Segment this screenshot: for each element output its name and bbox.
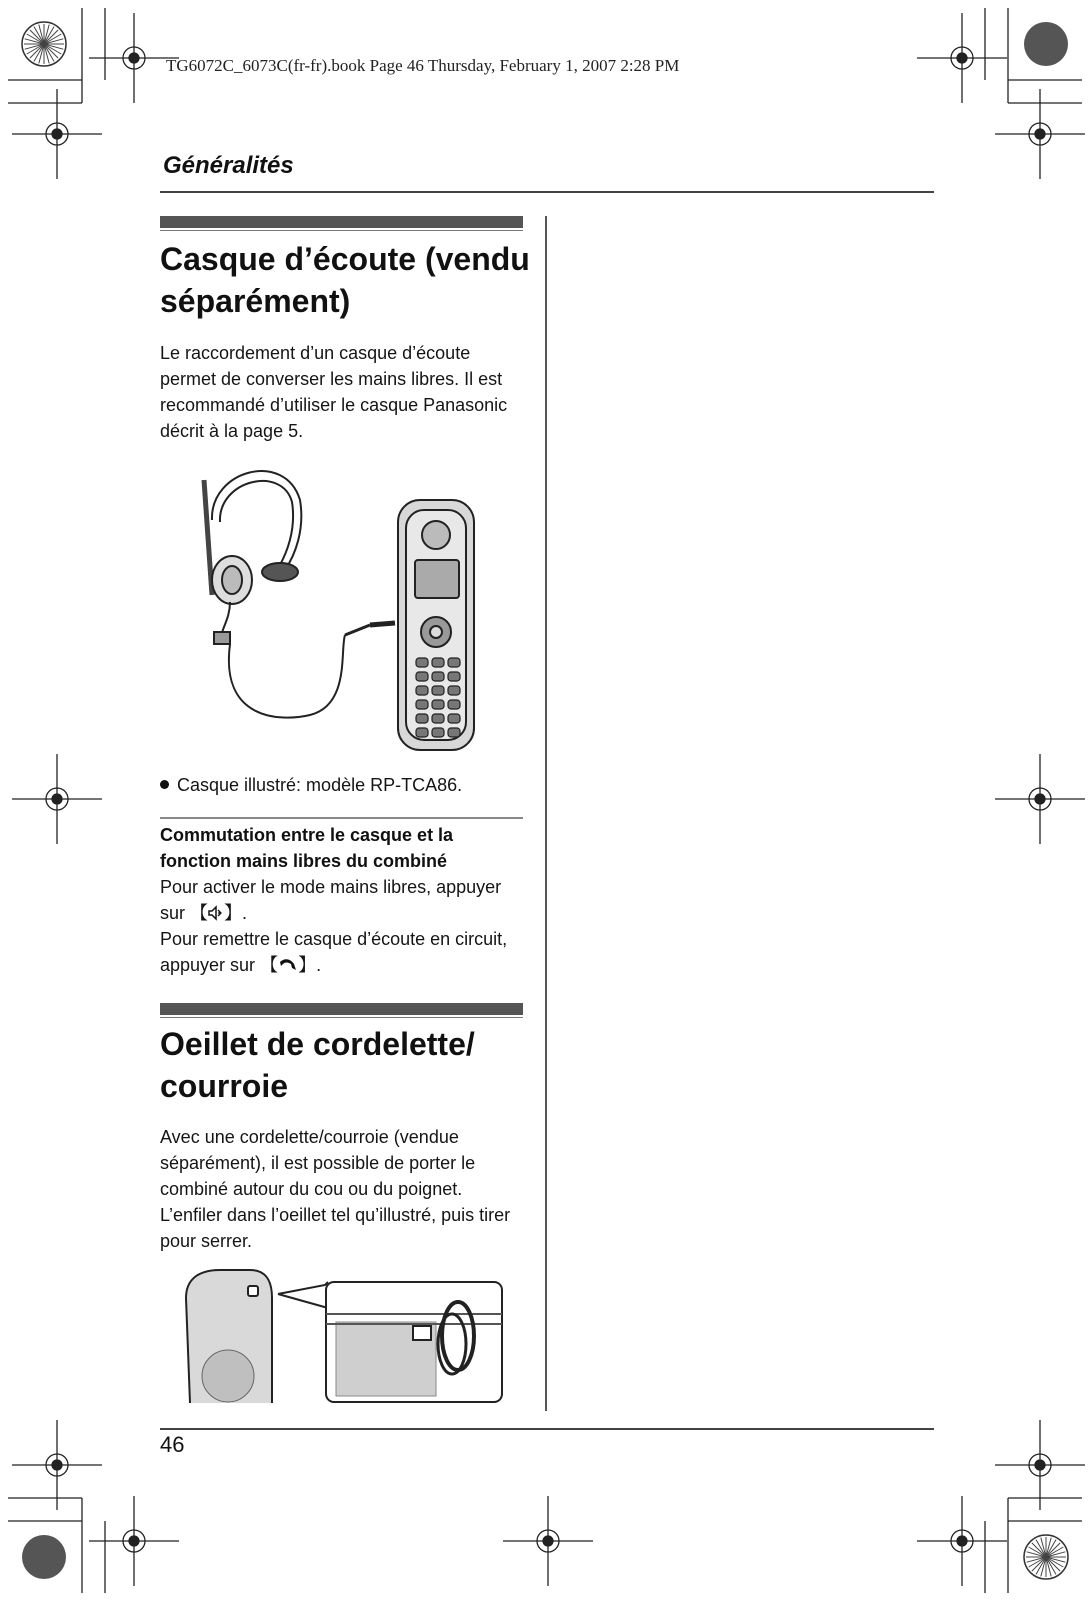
column-divider <box>545 216 547 1411</box>
headset-heading <box>160 238 530 322</box>
keypad-key <box>432 700 444 709</box>
keypad-key <box>416 728 428 737</box>
switch-line: Pour activer le mode mains libres, appuyer <box>160 877 502 897</box>
switch-line: sur <box>160 903 186 923</box>
section-title: Généralités <box>163 152 294 179</box>
keypad-key <box>448 714 460 723</box>
lanyard-heading-line1: Oeillet de cordelette/ <box>160 1026 475 1062</box>
headset-heading-line1: Casque d’écoute (vendu <box>160 241 530 277</box>
switch-line-with-key <box>160 900 540 926</box>
speakerphone-key-icon: 【 】. <box>190 903 248 923</box>
section-bar <box>160 216 523 228</box>
switch-line-with-key <box>160 952 540 978</box>
keypad-key <box>448 672 460 681</box>
lanyard-body-line: pour serrer. <box>160 1231 253 1251</box>
lanyard-body-line: L’enfiler dans l’oeillet tel qu’illustré, puis tirer <box>160 1205 511 1225</box>
lanyard-body-line: Avec une cordelette/courroie (vendue <box>160 1127 459 1147</box>
keypad-key <box>416 658 428 667</box>
switch-block <box>160 822 540 978</box>
keypad-key <box>448 658 460 667</box>
section-bar-thin-rule <box>160 230 523 231</box>
section-bar <box>160 1003 523 1015</box>
headset-caption-text: Casque illustré: modèle RP-TCA86. <box>177 775 463 795</box>
headset-intro-line: recommandé d’utiliser le casque Panasonic <box>160 395 508 415</box>
keypad-key <box>448 686 460 695</box>
footer-rule <box>160 1428 934 1430</box>
keypad-key <box>432 728 444 737</box>
talk-key-icon: 【 】. <box>260 955 322 975</box>
lanyard-body-line: séparément), il est possible de porter le <box>160 1153 476 1173</box>
headset-intro-line: décrit à la page 5. <box>160 421 304 441</box>
headset-caption <box>160 772 462 798</box>
section-bar-thin-rule <box>160 1017 523 1018</box>
lanyard-heading <box>160 1023 475 1107</box>
bullet-icon <box>160 780 169 789</box>
switch-heading-line2: fonction mains libres du combiné <box>160 851 448 871</box>
lanyard-heading-line2: courroie <box>160 1068 289 1104</box>
keypad-key <box>432 686 444 695</box>
keypad-key <box>416 714 428 723</box>
switch-line: Pour remettre le casque d’écoute en circuit, <box>160 929 508 949</box>
switch-heading-line1: Commutation entre le casque et la <box>160 825 454 845</box>
headset-intro-line: Le raccordement d’un casque d’écoute <box>160 343 471 363</box>
headset-handset-illustration <box>190 460 500 770</box>
keypad-key <box>432 672 444 681</box>
keypad-key <box>448 728 460 737</box>
subsection-rule <box>160 817 523 819</box>
switch-line: appuyer sur <box>160 955 256 975</box>
headset-heading-line2: séparément) <box>160 283 351 319</box>
page-number: 46 <box>160 1432 185 1457</box>
headset-intro <box>160 340 530 444</box>
lanyard-eyelet-illustration <box>180 1268 520 1408</box>
keypad-key <box>432 714 444 723</box>
print-slug: TG6072C_6073C(fr-fr).book Page 46 Thursday, February 1, 2007 2:28 PM <box>166 56 680 75</box>
keypad-key <box>416 700 428 709</box>
keypad-key <box>416 672 428 681</box>
headset-intro-line: permet de converser les mains libres. Il est <box>160 369 503 389</box>
header-rule <box>160 191 934 193</box>
lanyard-body <box>160 1124 540 1254</box>
keypad-key <box>448 700 460 709</box>
keypad-key <box>432 658 444 667</box>
keypad-key <box>416 686 428 695</box>
lanyard-body-line: combiné autour du cou ou du poignet. <box>160 1179 463 1199</box>
